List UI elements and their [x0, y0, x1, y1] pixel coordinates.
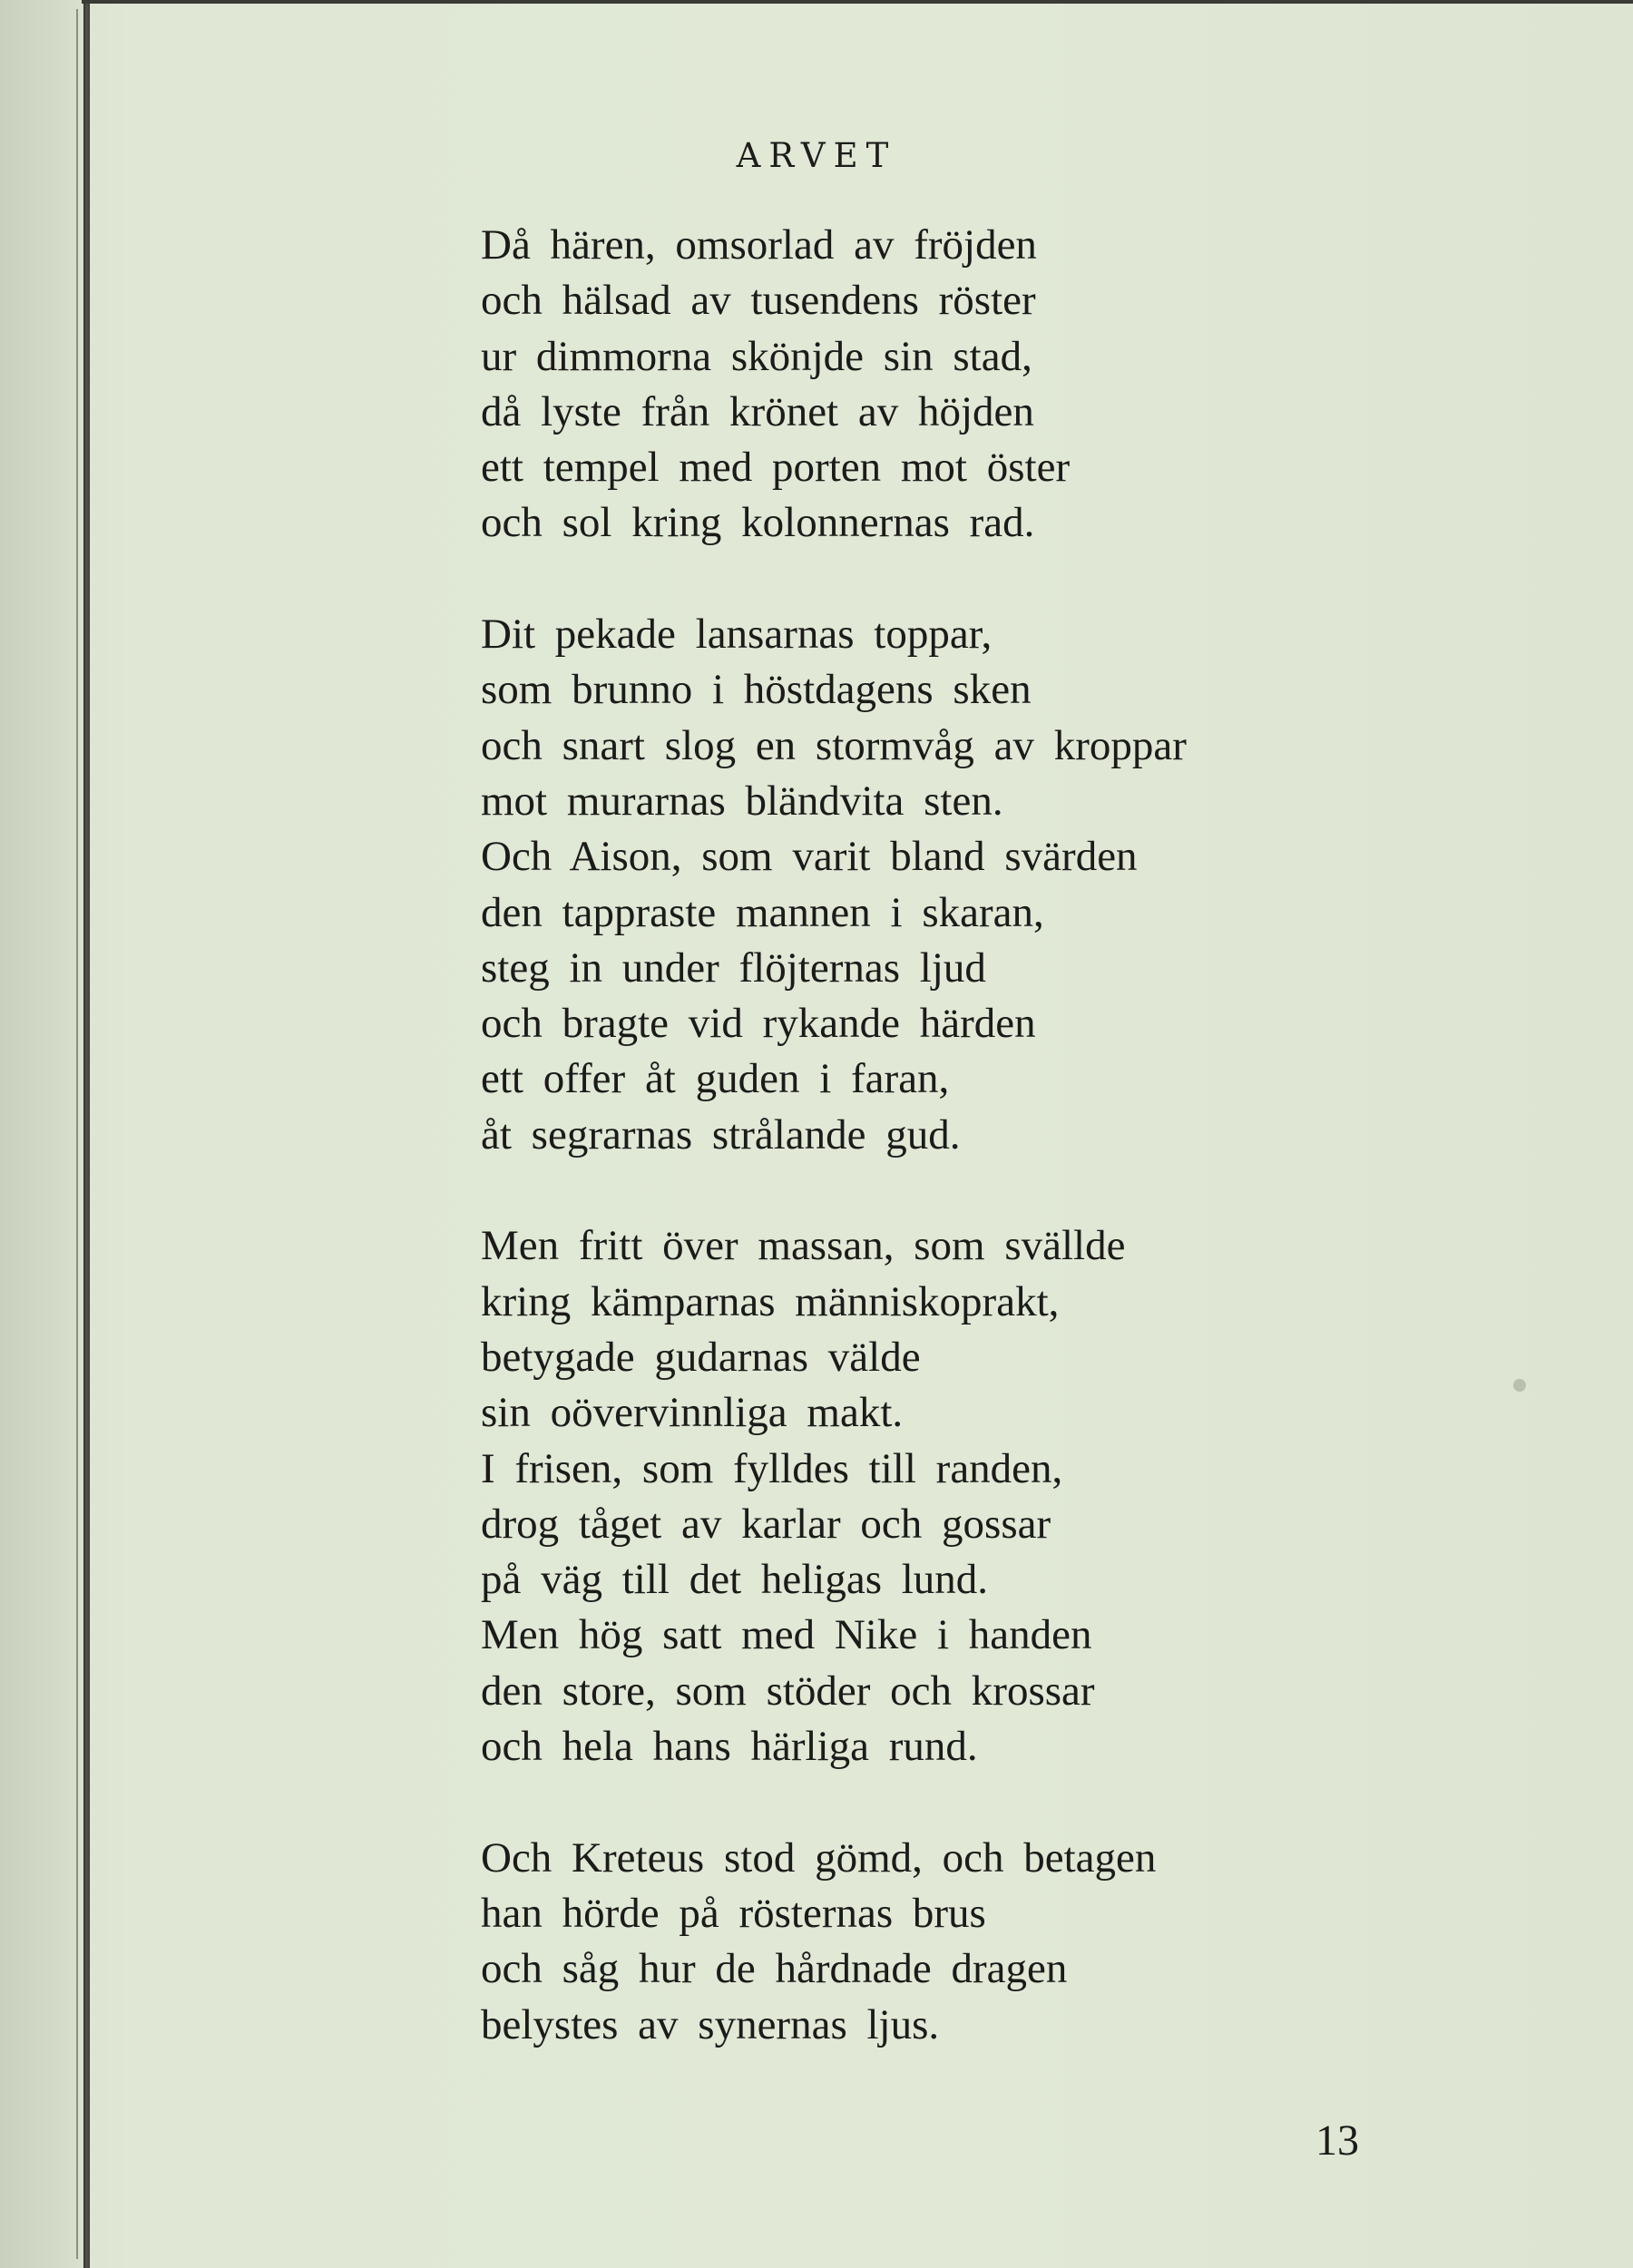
poem-line: och hälsad av tusendens röster	[481, 277, 1036, 325]
poem-line: den tappraste mannen i skaran,	[481, 888, 1044, 936]
poem-line: och hela hans härliga rund.	[481, 1723, 978, 1771]
poem-line: ur dimmorna skönjde sin stad,	[481, 332, 1032, 380]
poem-body	[481, 218, 1187, 2108]
poem-line: åt segrarnas strålande gud.	[481, 1110, 961, 1158]
poem-line: sin oövervinnliga makt.	[481, 1389, 904, 1437]
poem-line: Men hög satt med Nike i handen	[481, 1611, 1092, 1659]
poem-line: belystes av synernas ljus.	[481, 2000, 940, 2048]
poem-line: kring kämparnas människoprakt,	[481, 1277, 1060, 1325]
paper-speck	[1513, 1379, 1526, 1392]
poem-line: som brunno i höstdagens sken	[481, 666, 1032, 714]
poem-line: I frisen, som fylldes till randen,	[481, 1444, 1063, 1492]
poem-line: och snart slog en stormvåg av kroppar	[481, 721, 1187, 769]
stanza	[481, 218, 1187, 552]
poem-line: Men fritt över massan, som svällde	[481, 1222, 1126, 1270]
stanza	[481, 1218, 1187, 1774]
poem-line: på väg till det heligas lund.	[481, 1556, 989, 1604]
poem-line: Och Kreteus stod gömd, och betagen	[481, 1833, 1157, 1882]
binding-edge	[83, 0, 90, 2268]
binding-shadow	[76, 9, 78, 2259]
stanza	[481, 1831, 1187, 2053]
poem-line: Dit pekade lansarnas toppar,	[481, 611, 993, 659]
poem-line: då lyste från krönet av höjden	[481, 387, 1034, 435]
poem-line: ett offer åt guden i faran,	[481, 1055, 950, 1103]
poem-title: ARVET	[736, 136, 897, 175]
poem-line: steg in under flöjternas ljud	[481, 943, 986, 992]
poem-line: och sol kring kolonnernas rad.	[481, 499, 1035, 547]
poem-line: den store, som stöder och krossar	[481, 1667, 1095, 1715]
poem-line: mot murarnas bländvita sten.	[481, 777, 1003, 825]
page-number: 13	[1315, 2116, 1359, 2165]
poem-line: Då hären, omsorlad av fröjden	[481, 221, 1037, 269]
poem-line: och bragte vid rykande härden	[481, 1000, 1036, 1048]
poem-line: och såg hur de hårdnade dragen	[481, 1945, 1068, 1993]
poem-line: betygade gudarnas välde	[481, 1333, 921, 1381]
poem-line: drog tåget av karlar och gossar	[481, 1500, 1051, 1548]
poem-line: han hörde på rösternas brus	[481, 1889, 986, 1937]
stanza	[481, 607, 1187, 1163]
poem-line: Och Aison, som varit bland svärden	[481, 833, 1138, 881]
poem-line: ett tempel med porten mot öster	[481, 444, 1071, 492]
page-top-edge	[82, 0, 1633, 4]
